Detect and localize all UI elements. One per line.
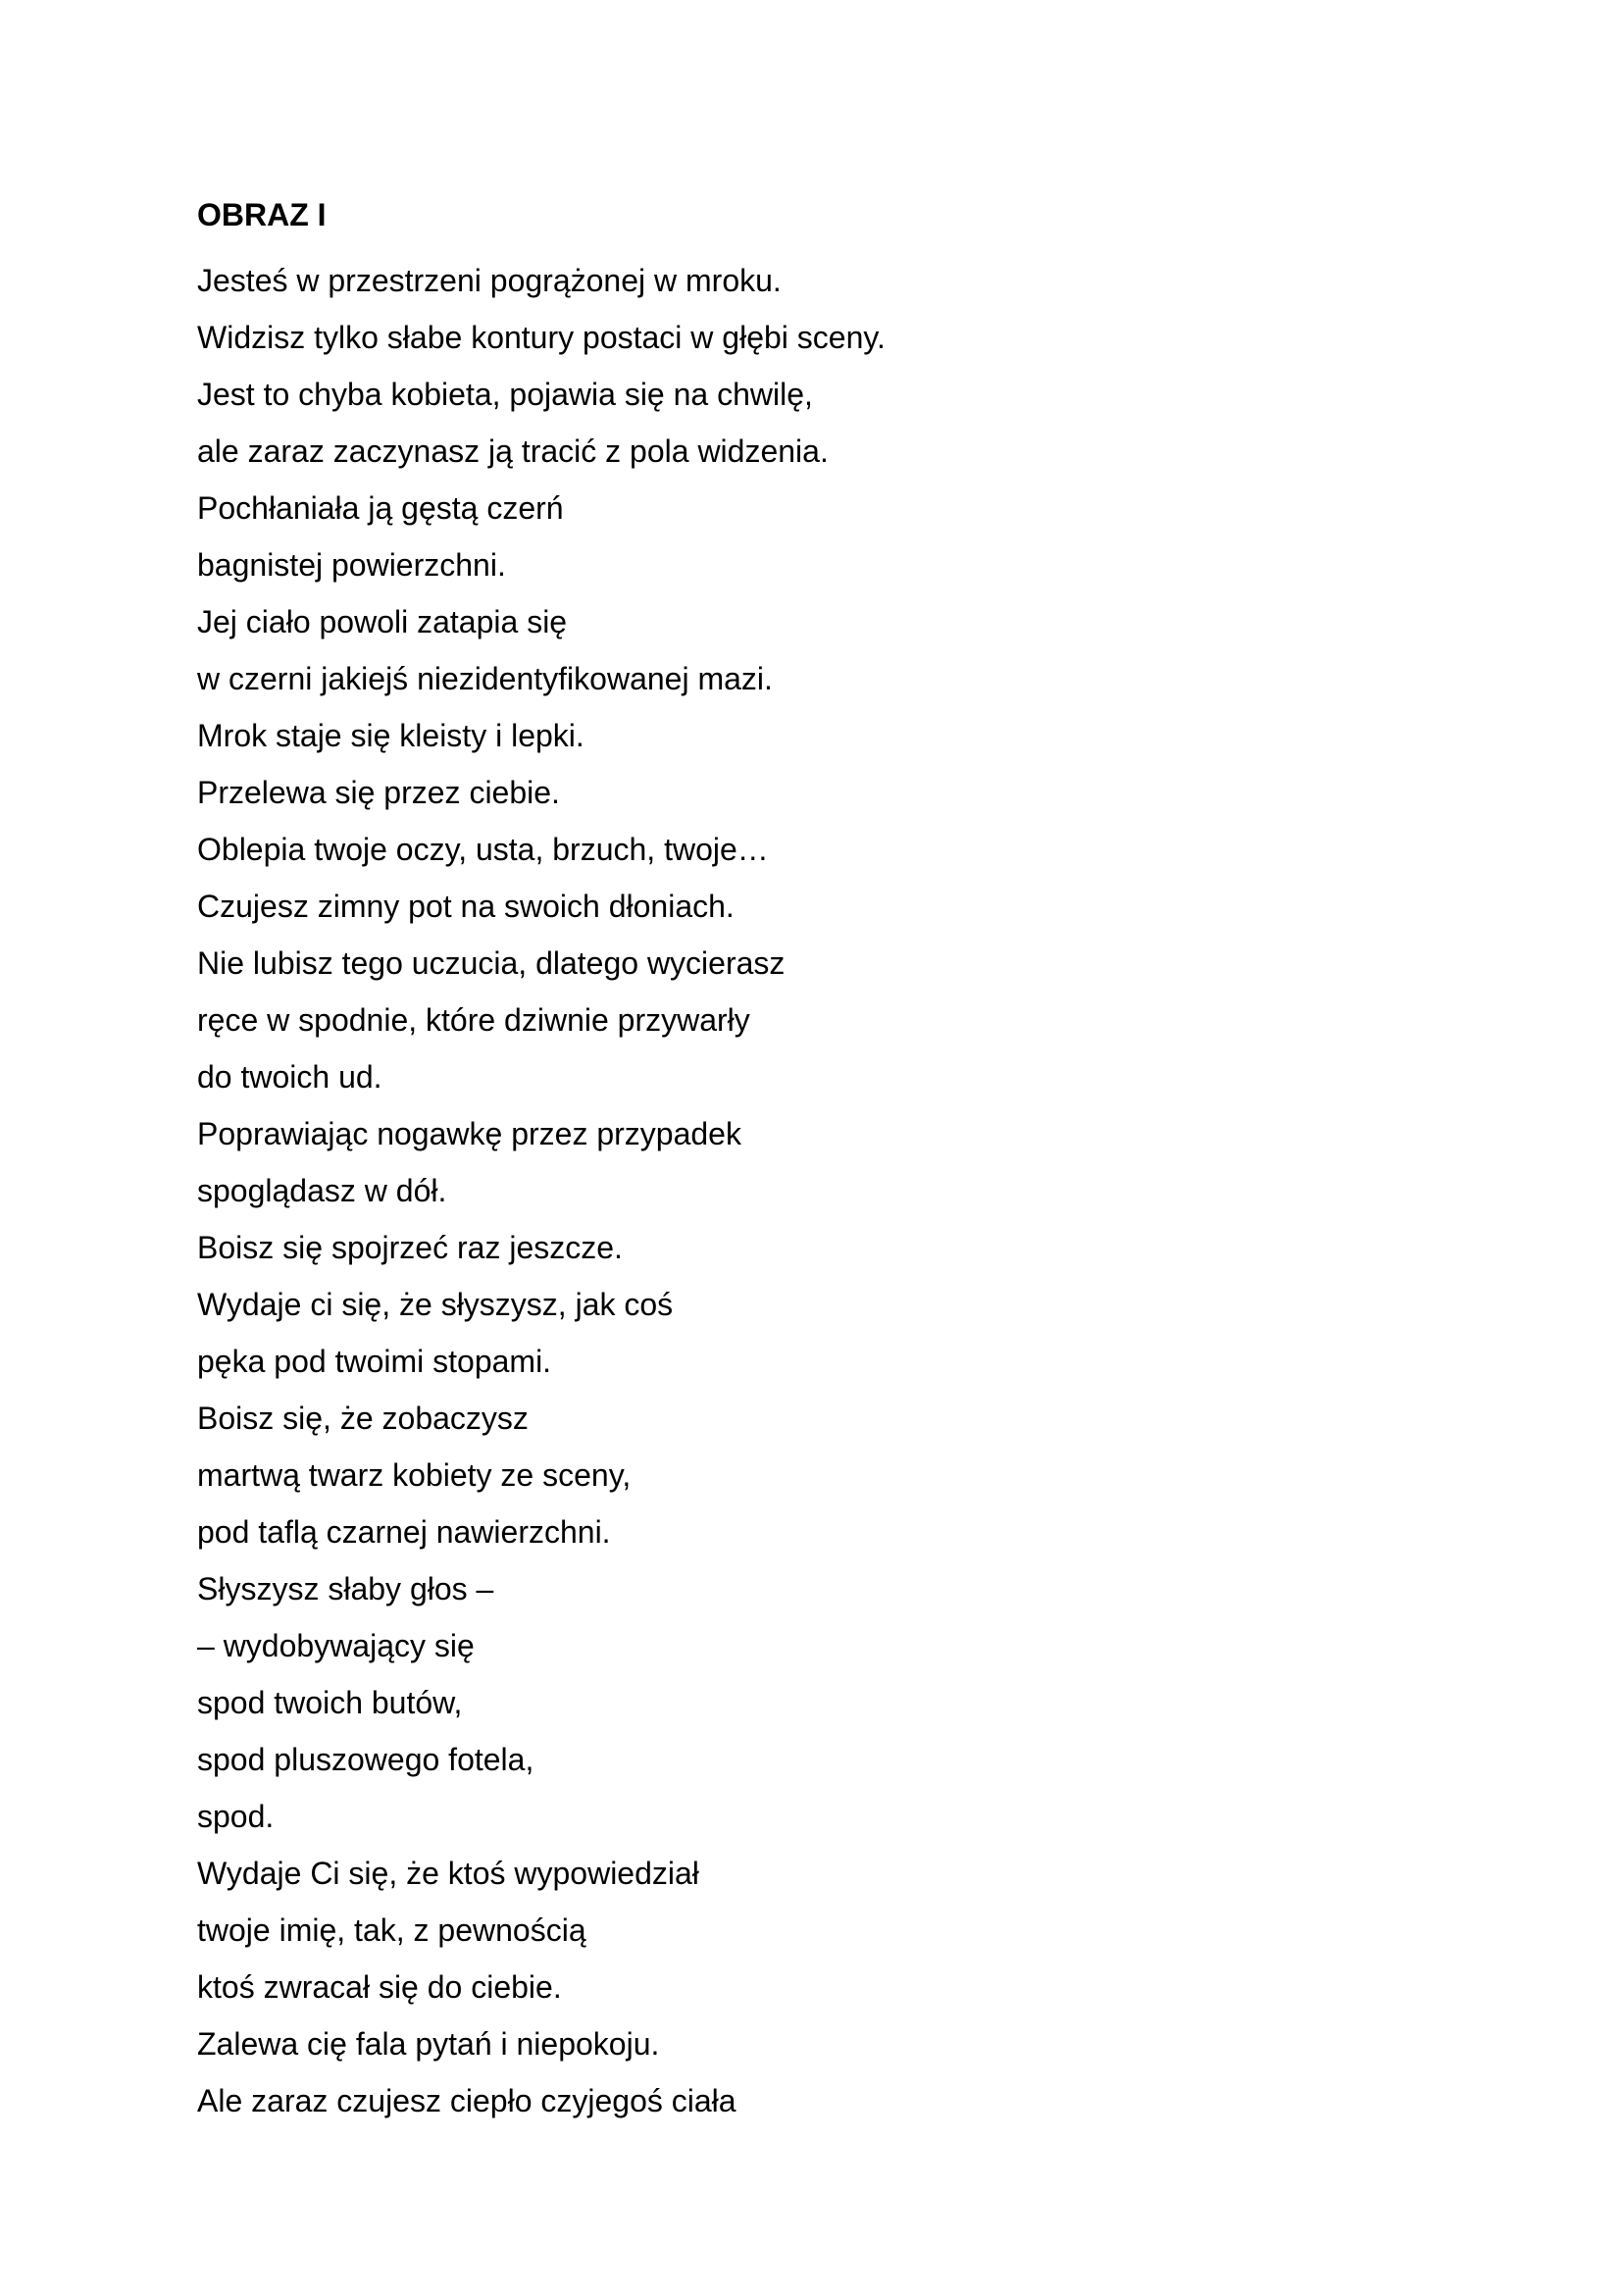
poem-line: Ale zaraz czujesz ciepło czyjegoś ciała: [197, 2083, 736, 2118]
poem-line: ale zaraz zaczynasz ją tracić z pola widzenia.: [197, 433, 829, 469]
poem-line: martwą twarz kobiety ze sceny,: [197, 1457, 632, 1493]
poem-line: ręce w spodnie, które dziwnie przywarły: [197, 1002, 750, 1038]
poem-line: Mrok staje się kleisty i lepki.: [197, 718, 584, 753]
poem-line: Boisz się, że zobaczysz: [197, 1401, 529, 1436]
document-body: [197, 195, 1423, 2129]
poem-line: pod taflą czarnej nawierzchni.: [197, 1514, 611, 1550]
poem-line: Nie lubisz tego uczucia, dlatego wycierasz: [197, 945, 786, 981]
poem-line: spoglądasz w dół.: [197, 1173, 447, 1208]
poem-line: Jest to chyba kobieta, pojawia się na chwilę,: [197, 377, 813, 412]
poem-line: Przelewa się przez ciebie.: [197, 775, 560, 810]
poem-line: Jej ciało powoli zatapia się: [197, 604, 568, 639]
poem-lines: [197, 252, 1423, 2129]
poem-line: ktoś zwracał się do ciebie.: [197, 1969, 562, 2005]
poem-line: Wydaje Ci się, że ktoś wypowiedział: [197, 1856, 699, 1891]
poem-line: bagnistej powierzchni.: [197, 547, 506, 583]
poem-line: Oblepia twoje oczy, usta, brzuch, twoje…: [197, 832, 769, 867]
poem-line: Słyszysz słaby głos –: [197, 1571, 494, 1606]
poem-line: Boisz się spojrzeć raz jeszcze.: [197, 1230, 623, 1265]
poem-line: Czujesz zimny pot na swoich dłoniach.: [197, 889, 735, 924]
poem-line: Wydaje ci się, że słyszysz, jak coś: [197, 1287, 674, 1322]
poem-line: w czerni jakiejś niezidentyfikowanej mazi.: [197, 661, 773, 696]
poem-line: – wydobywający się: [197, 1628, 475, 1663]
poem-line: do twoich ud.: [197, 1059, 382, 1095]
poem-line: Widzisz tylko słabe kontury postaci w głębi sceny.: [197, 320, 886, 355]
poem-line: spod.: [197, 1799, 275, 1834]
poem-line: spod twoich butów,: [197, 1685, 463, 1720]
poem-line: Pochłaniała ją gęstą czerń: [197, 490, 564, 526]
document-title: OBRAZ I: [197, 197, 327, 232]
poem-line: Zalewa cię fala pytań i niepokoju.: [197, 2026, 660, 2062]
poem-line: spod pluszowego fotela,: [197, 1742, 534, 1777]
poem-line: Jesteś w przestrzeni pogrążonej w mroku.: [197, 263, 782, 298]
poem-line: pęka pod twoimi stopami.: [197, 1344, 552, 1379]
poem-line: Poprawiając nogawkę przez przypadek: [197, 1116, 741, 1151]
poem-line: twoje imię, tak, z pewnością: [197, 1912, 586, 1948]
